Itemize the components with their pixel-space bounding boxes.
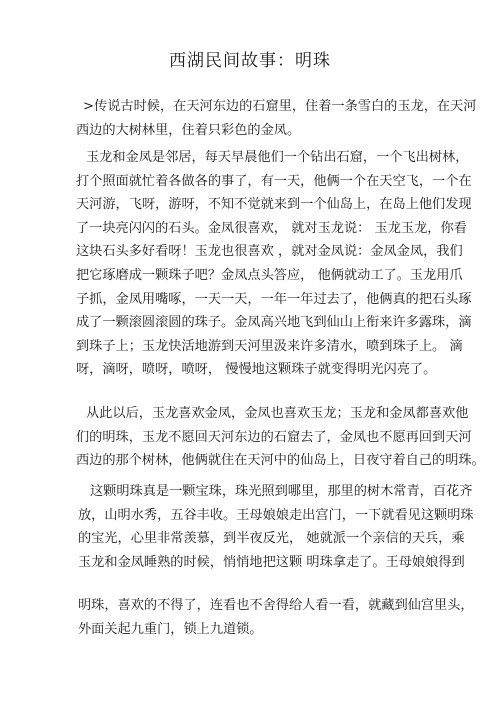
text-line: 放，山明水秀，五谷丰收。王母娘娘走出宫门，一下就看见这颗明珠 <box>78 507 474 523</box>
paragraph-3 <box>0 402 485 473</box>
text-line: 西边的那个树林，他俩就住在天河中的仙岛上，日夜守着自己的明珠。 <box>76 453 485 469</box>
text-line: 子抓，金凤用嘴啄，一天一天，一年一年过去了，他俩真的把石头琢 <box>76 291 472 307</box>
text-line: 外面关起九重门，锁上九道锁。 <box>78 621 263 637</box>
text-line: 把它琢磨成一颗珠子吧？金凤点头答应， 他俩就动工了。玉龙用爪 <box>76 267 463 283</box>
text-line: 呀，滴呀，喷呀，喷呀， 慢慢地这颗珠子就变得明光闪亮了。 <box>76 362 437 378</box>
text-line: 成了一颗滚圆滚圆的珠子。金凤高兴地飞到仙山上衔来许多露珠，滴 <box>76 315 472 331</box>
text-line: 玉龙和金凤睡熟的时候，悄悄地把这颗 明珠拿走了。王母娘娘得到 <box>78 554 465 570</box>
text-line: 从此以后，玉龙喜欢金凤，金凤也喜欢玉龙；玉龙和金凤都喜欢他 <box>86 406 469 421</box>
document-title: 西湖民间故事：明珠 <box>169 51 331 71</box>
paragraph-5 <box>0 594 474 641</box>
text-line: 到珠子上；玉龙快活地游到天河里汲来许多清水，喷到珠子上。 滴 <box>76 338 463 354</box>
text-line: 西边的大树林里，住着只彩色的金凤。 <box>76 122 301 138</box>
text-line: 了一块亮闪闪的石头。金凤很喜欢， 就对玉龙说： 玉龙玉龙，你看 <box>76 220 467 236</box>
text-line: 打个照面就忙着各做各的事了，有一天，他俩一个在天空飞，一个在 <box>76 173 472 189</box>
text-line: 这块石头多好看呀！玉龙也很喜欢 ，就对金凤说：金凤金凤，我们 <box>76 244 463 260</box>
paragraph-2 <box>0 146 472 382</box>
paragraph-1 <box>0 95 477 142</box>
text-line: 玉龙和金凤是邻居，每天早晨他们一个钻出石窟，一个飞出树林， <box>86 150 469 165</box>
text-line: 的宝光，心里非常羡慕，到半夜反光， 她就派一个亲信的天兵，乘 <box>78 531 465 547</box>
text-line: 天河游，飞呀，游呀，不知不觉就来到一个仙岛上，在岛上他们发现 <box>76 197 472 213</box>
text-line: 们的明珠，玉龙不愿回天河东边的石窟去了，金凤也不愿再回到天河 <box>76 429 472 445</box>
text-line: 这颗明珠真是一颗宝珠，珠光照到哪里，那里的树木常青，百花齐 <box>90 484 473 499</box>
text-line: >传说古时候，在天河东边的石窟里，住着一条雪白的玉龙，在天河 <box>83 99 477 114</box>
paragraph-4 <box>0 480 474 574</box>
text-line: 明珠，喜欢的不得了，连看也不舍得给人看一看，就藏到仙宫里头， <box>78 598 474 613</box>
